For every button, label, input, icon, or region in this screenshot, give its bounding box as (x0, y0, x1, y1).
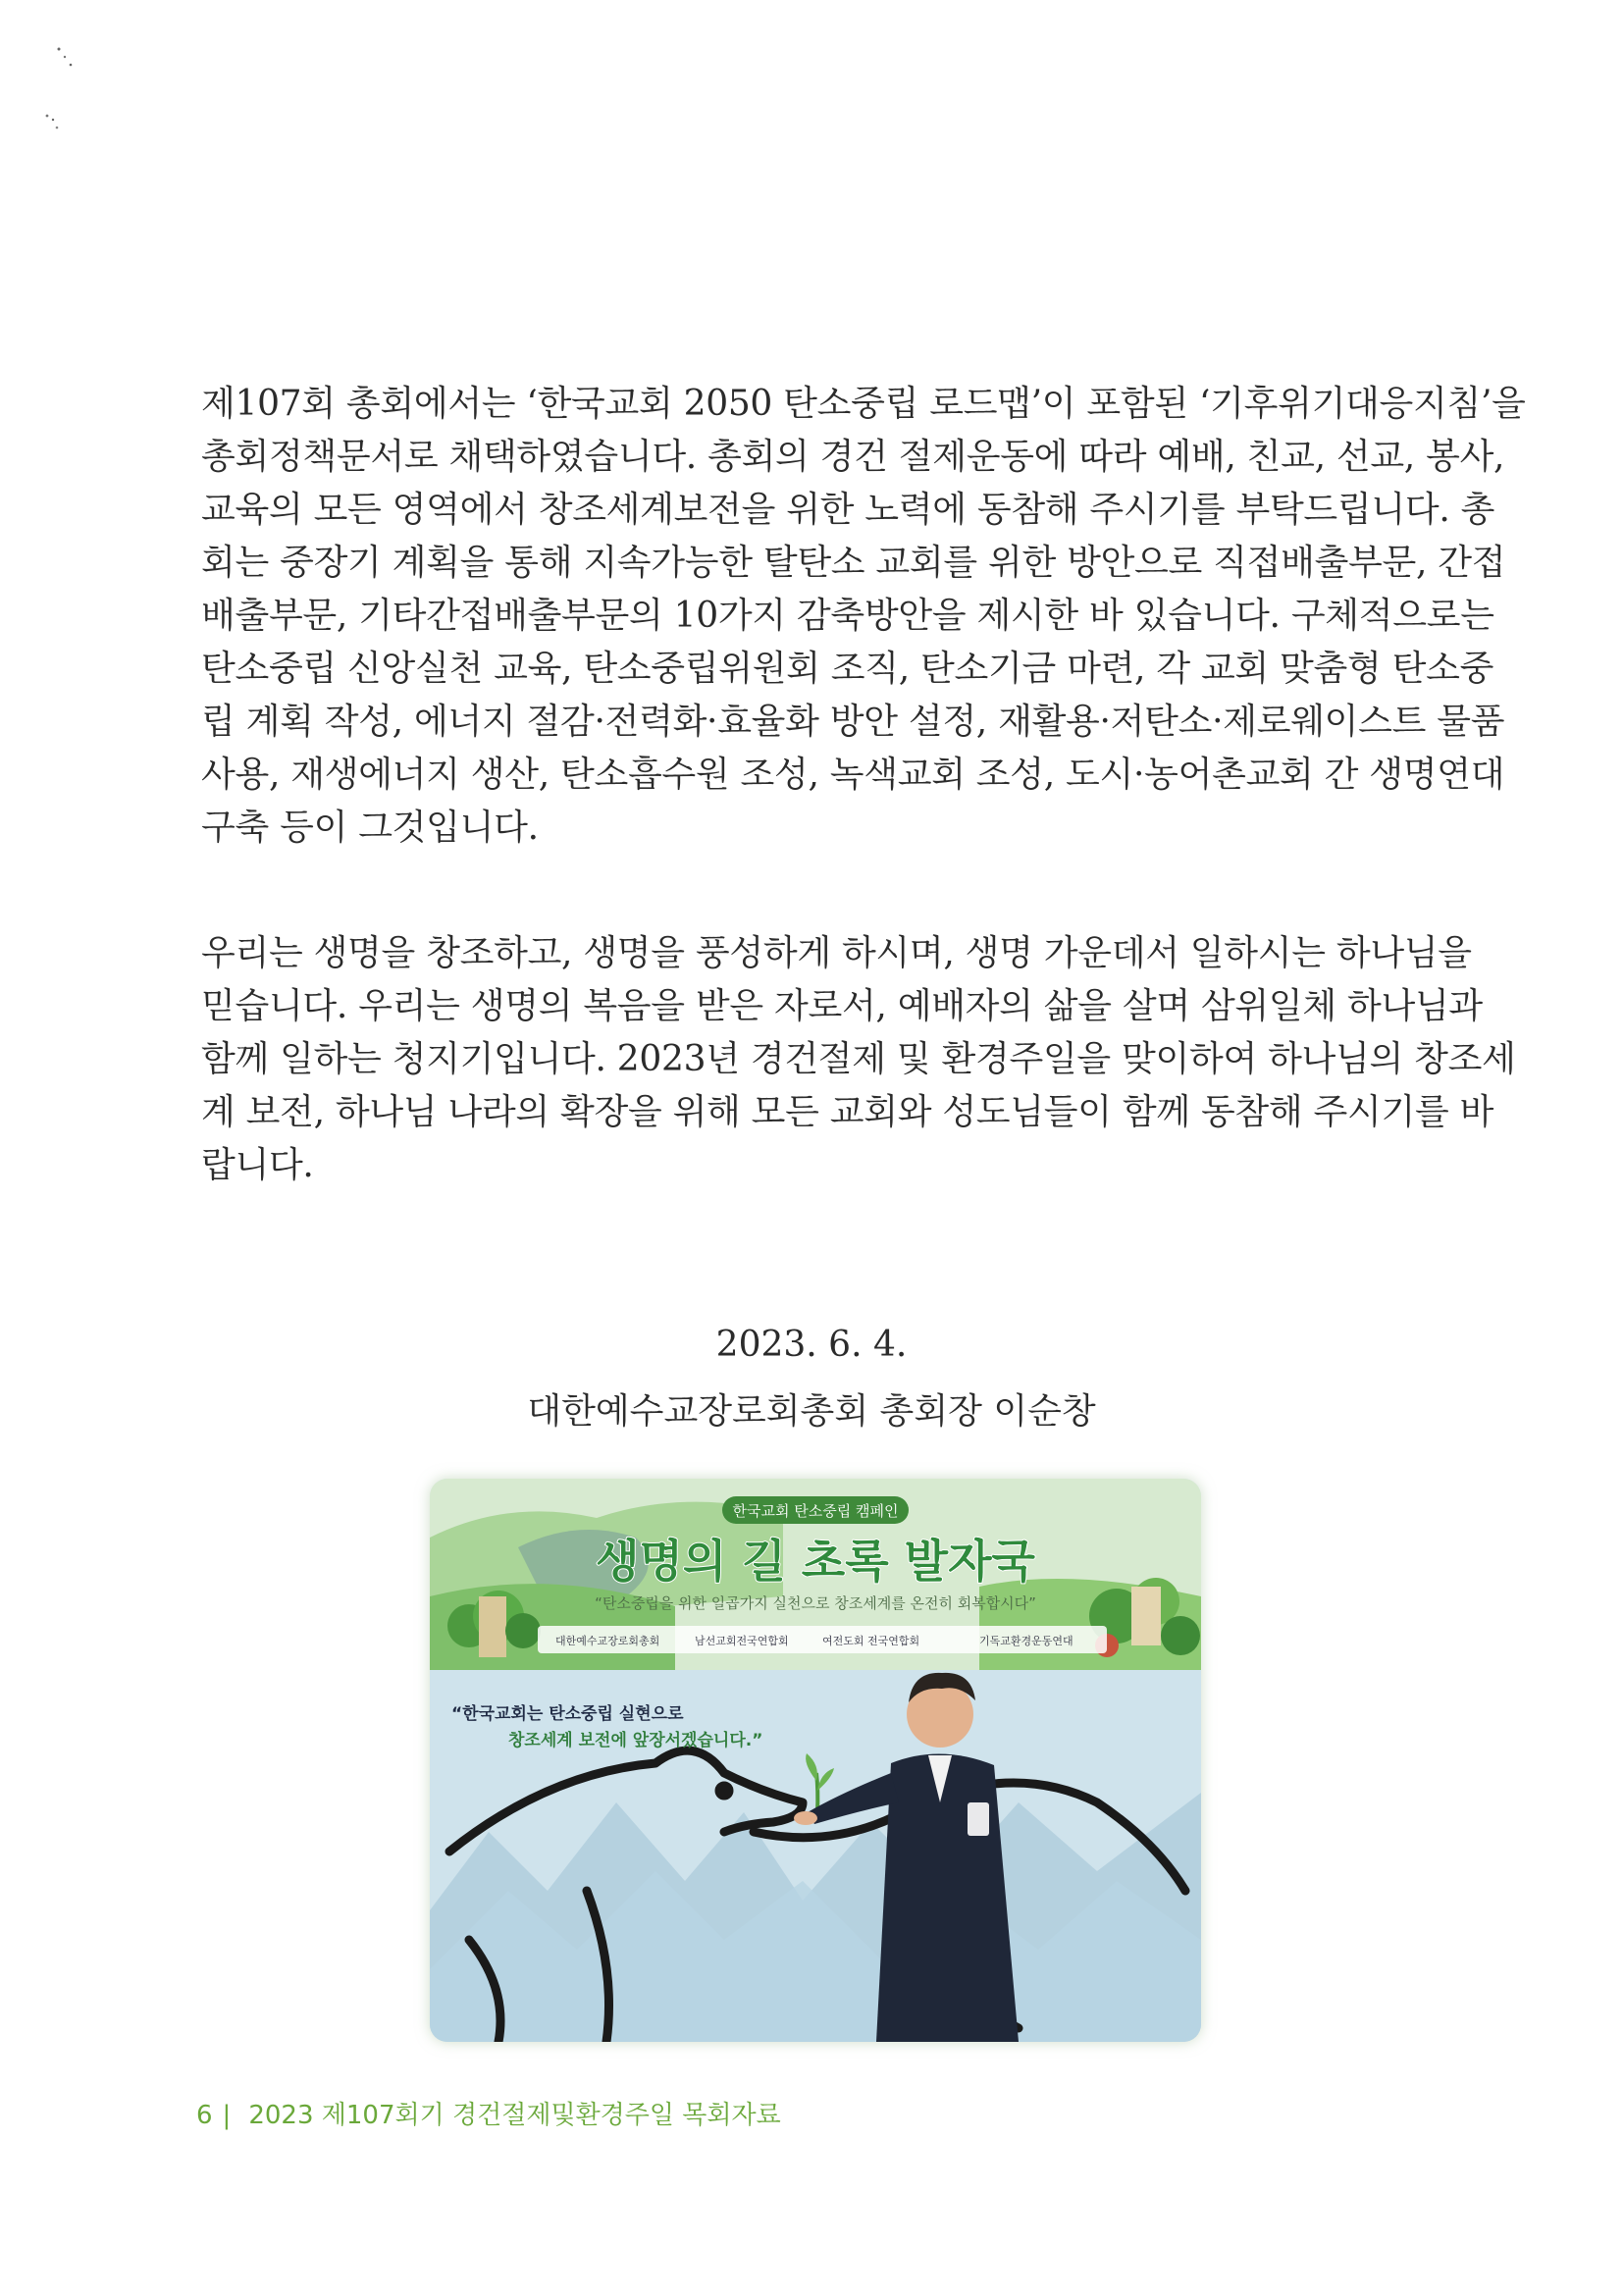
text-line: 사용, 재생에너지 생산, 탄소흡수원 조성, 녹색교회 조성, 도시·농어촌교회 간 생명연대 (201, 755, 1505, 795)
campaign-photo-illustration (430, 1479, 1201, 2042)
footer-separator: | (222, 2101, 232, 2130)
text-line: 함께 일하는 청지기입니다. 2023년 경건절제 및 환경주일을 맞이하여 하나님의 창조세 (201, 1039, 1516, 1079)
signature-author: 대한예수교장로회총회 총회장 이순창 (527, 1391, 1096, 1432)
text-line: 교육의 모든 영역에서 창조세계보전을 위한 노력에 동참해 주시기를 부탁드립니다. 총 (201, 490, 1495, 530)
text-line: 탄소중립 신앙실천 교육, 탄소중립위원회 조직, 탄소기금 마련, 각 교회 맞춤형 탄소중 (201, 649, 1494, 689)
text-line: 랍니다. (201, 1145, 314, 1185)
signature-date: 2023. 6. 4. (715, 1325, 908, 1365)
text-line: 립 계획 작성, 에너지 절감·전력화·효율화 방안 설정, 재활용·저탄소·제로웨이스트 물품 (201, 702, 1505, 742)
campaign-photo (430, 1479, 1201, 2042)
text-line: 총회정책문서로 채택하였습니다. 총회의 경건 절제운동에 따라 예배, 친교, 선교, 봉사, (201, 437, 1505, 477)
sponsor-org-3: 여전도회 전국연합회 (822, 1635, 920, 1647)
text-line: 우리는 생명을 창조하고, 생명을 풍성하게 하시며, 생명 가운데서 일하시는 하나님을 (201, 933, 1472, 973)
text-line: 배출부문, 기타간접배출부문의 10가지 감축방안을 제시한 바 있습니다. 구체적으로는 (201, 596, 1494, 636)
banner-top-label: 한국교회 탄소중립 캠페인 (732, 1502, 899, 1520)
text-line: 믿습니다. 우리는 생명의 복음을 받은 자로서, 예배자의 삶을 살며 삼위일체 하나님과 (201, 986, 1483, 1026)
text-line: 계 보전, 하나님 나라의 확장을 위해 모든 교회와 성도님들이 함께 동참해 주시기를 바 (201, 1092, 1494, 1132)
paragraph-faith (201, 927, 1516, 1192)
quote-line-2: 창조세계 보전에 앞장서겠습니다.” (508, 1731, 763, 1750)
banner-title: 생명의 길 초록 발자국 (596, 1535, 1035, 1588)
text-line: 회는 중장기 계획을 통해 지속가능한 탈탄소 교회를 위한 방안으로 직접배출부문, 간접 (201, 543, 1506, 583)
text-line: 제107회 총회에서는 ‘한국교회 2050 탄소중립 로드맵’이 포함된 ‘기후위기대응지침’을 (201, 384, 1526, 424)
sponsor-org-1: 대한예수교장로회총회 (555, 1635, 660, 1647)
banner-subtitle: “탄소중립을 위한 일곱가지 실천으로 창조세계를 온전히 회복합시다” (595, 1594, 1036, 1612)
sponsor-org-4: 기독교환경운동연대 (979, 1635, 1073, 1647)
publication-title: 2023 제107회기 경건절제및환경주일 목회자료 (248, 2101, 781, 2130)
page-number: 6 (196, 2101, 213, 2130)
sponsor-org-2: 남선교회전국연합회 (695, 1635, 789, 1647)
quote-line-1: “한국교회는 탄소중립 실현으로 (451, 1704, 684, 1724)
page-footer (196, 2095, 781, 2131)
scan-specks (39, 39, 98, 137)
text-line: 구축 등이 그것입니다. (201, 808, 539, 848)
paragraph-roadmap (201, 378, 1526, 855)
